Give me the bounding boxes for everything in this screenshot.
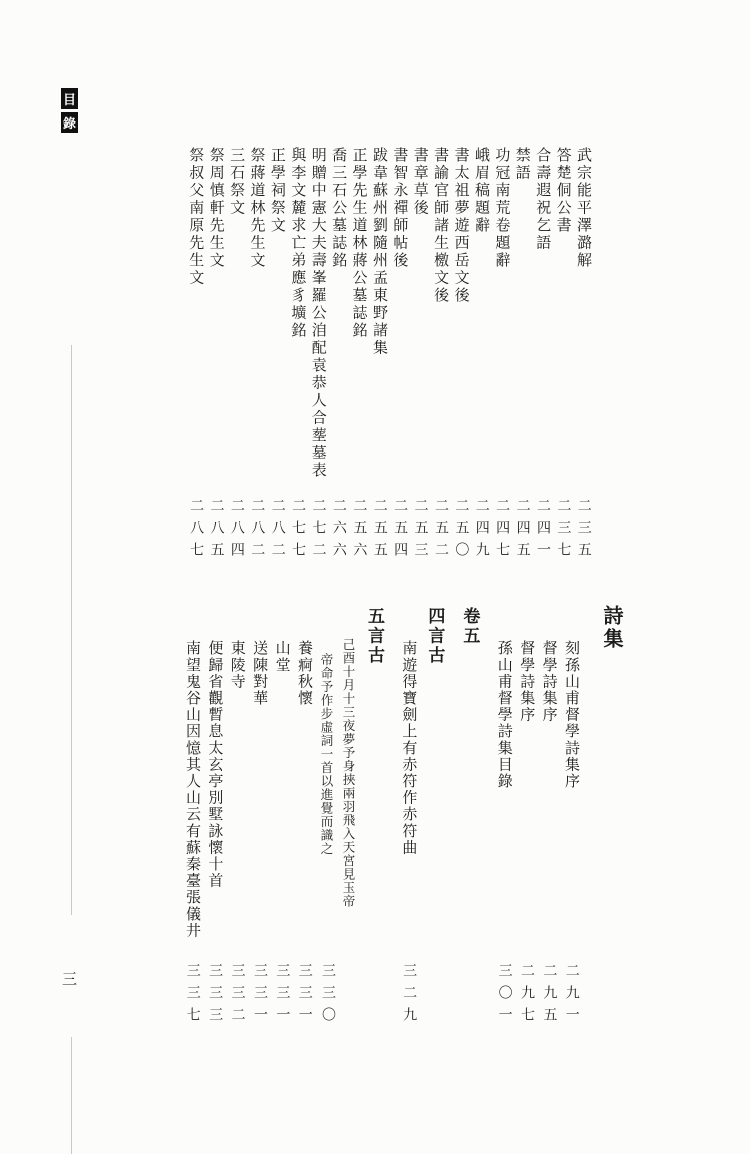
toc-entry-page: 二九七 <box>518 963 534 1029</box>
toc-entry-title: 送陳對華 <box>251 640 268 707</box>
toc-entry-page: 二四七 <box>494 498 510 564</box>
toc-label-block-2 <box>61 112 78 133</box>
volume-header <box>457 605 481 1053</box>
toc-entry-title: 孫山甫督學詩集目錄 <box>495 640 512 790</box>
toc-entry-page: 三三七 <box>184 963 200 1029</box>
toc-entry <box>181 605 203 1053</box>
toc-entry-title: 明贈中憲大夫壽峯羅公洎配袁恭人合塟墓表 <box>309 147 326 480</box>
toc-entry <box>450 147 470 579</box>
toc-entry-page: 二七七 <box>290 498 306 564</box>
toc-entry-title: 喬三石公墓誌銘 <box>330 147 347 270</box>
toc-entry-title: 祭周慎軒先生文 <box>207 147 224 270</box>
toc-entry-title: 南遊得寶劍上有赤符作赤符曲 <box>400 640 417 856</box>
toc-entry <box>248 605 270 1053</box>
toc-entry-page: 二八二 <box>269 498 285 564</box>
toc-entry <box>348 147 368 579</box>
toc-label <box>61 88 78 136</box>
toc-entry-page: 二七二 <box>310 498 326 564</box>
toc-entry-title: 督學詩集序 <box>540 640 557 723</box>
toc-entry <box>511 147 531 579</box>
left-vertical-rule-bottom <box>71 1037 72 1154</box>
toc-entry-title: 答楚侗公書 <box>554 147 571 235</box>
toc-entry-page: 三三〇 <box>319 963 335 1029</box>
toc-entry <box>552 147 572 579</box>
toc-label-char: 目 <box>62 92 76 107</box>
subsection-header-four-char <box>422 605 446 1053</box>
toc-entry-page: 二五三 <box>412 498 428 564</box>
toc-entry-title-line1: 己酉十月十三夜夢予身挾兩羽飛入天宮見玉帝 <box>340 638 355 908</box>
toc-entry-title: 禁語 <box>513 147 530 182</box>
toc-entry-page: 三三一 <box>251 963 267 1029</box>
toc-entry <box>492 605 514 1053</box>
toc-entry <box>397 605 419 1053</box>
toc-entry-page: 二四五 <box>514 498 530 564</box>
toc-entry <box>532 147 552 579</box>
toc-entry-title: 書章草後 <box>411 147 428 217</box>
toc-entry-title: 養痾秋懷 <box>295 640 312 707</box>
toc-entry-title: 武宗能平澤潞解 <box>575 147 591 270</box>
toc-entry-page: 二四九 <box>473 498 489 564</box>
toc-entry <box>409 147 429 579</box>
toc-entry-page: 二九五 <box>541 963 557 1029</box>
subsection-header-text: 四言古 <box>425 607 445 666</box>
toc-entry-title: 督學詩集序 <box>518 640 535 723</box>
toc-entry <box>205 147 225 579</box>
toc-entry <box>267 147 287 579</box>
subsection-header-five-char <box>362 605 386 1053</box>
toc-entry-title: 祭叔父南原先生文 <box>187 147 204 287</box>
toc-entry <box>491 147 511 579</box>
toc-entry-page: 二九一 <box>563 963 579 1029</box>
toc-entry <box>537 605 559 1053</box>
toc-entry-page: 三三一 <box>274 963 290 1029</box>
toc-entry <box>226 147 246 579</box>
toc-entry <box>389 147 409 579</box>
toc-entry-title: 與李文麓求亡弟應豸壙銘 <box>289 147 306 340</box>
toc-entry-title: 南望鬼谷山因憶其人山云有蘇秦臺張儀井 <box>183 640 200 939</box>
toc-label-block-1 <box>61 88 78 109</box>
toc-entry-title: 刻孫山甫督學詩集序 <box>563 640 579 790</box>
section-header-poetry <box>597 605 624 1053</box>
toc-entry-page: 二五五 <box>371 498 387 564</box>
toc-entry-title: 書智永禪師帖後 <box>391 147 408 270</box>
toc-entry-title: 正學祠祭文 <box>268 147 285 235</box>
toc-entry <box>225 605 247 1053</box>
toc-entry-page: 二八五 <box>208 498 224 564</box>
toc-section-prose <box>185 147 593 579</box>
toc-entry-two-line <box>315 605 359 1053</box>
toc-entry-page: 二八二 <box>249 498 265 564</box>
folio-number: 三 <box>62 972 80 988</box>
toc-entry-page: 二三五 <box>575 498 591 564</box>
toc-entry <box>185 147 205 579</box>
toc-entry-page: 三二九 <box>401 963 417 1029</box>
toc-entry <box>560 605 582 1053</box>
toc-entry-page: 三三二 <box>229 963 245 1029</box>
toc-entry-title: 書太祖夢遊西岳文後 <box>452 147 469 305</box>
toc-entry <box>515 605 537 1053</box>
toc-entry <box>246 147 266 579</box>
toc-entry-title: 祭蔣道林先生文 <box>248 147 265 270</box>
toc-entry-page: 二五六 <box>351 498 367 564</box>
toc-entry <box>573 147 593 579</box>
toc-section-poems <box>181 605 624 1053</box>
toc-entry-title-line2: 帝命予作步虛詞一首以進覺而識之 <box>318 653 333 856</box>
toc-entry-page: 三〇一 <box>496 963 512 1029</box>
toc-entry-title: 便歸省觀暫息太玄亭別墅詠懷十首 <box>206 640 223 889</box>
toc-entry-title: 峨眉稿題辭 <box>472 147 489 235</box>
toc-entry-page: 二四一 <box>534 498 550 564</box>
toc-entry <box>287 147 307 579</box>
toc-entry-page: 三三一 <box>296 963 312 1029</box>
toc-entry-page: 三三三 <box>207 963 223 1029</box>
toc-entry <box>293 605 315 1053</box>
section-header-text: 詩集 <box>600 605 622 651</box>
toc-entry-page: 二六六 <box>330 498 346 564</box>
toc-entry-page: 二三七 <box>555 498 571 564</box>
toc-entry <box>430 147 450 579</box>
toc-entry <box>369 147 389 579</box>
toc-entry <box>307 147 327 579</box>
toc-entry-page: 二八四 <box>228 498 244 564</box>
toc-entry-page: 二五四 <box>392 498 408 564</box>
toc-entry <box>471 147 491 579</box>
subsection-header-text: 五言古 <box>364 607 384 666</box>
toc-entry-title: 功冠南荒卷題辭 <box>493 147 510 270</box>
toc-entry-page: 二五〇 <box>453 498 469 564</box>
toc-entry-page: 二八七 <box>188 498 204 564</box>
volume-header-text: 卷五 <box>460 607 480 646</box>
toc-entry <box>203 605 225 1053</box>
toc-entry <box>270 605 292 1053</box>
toc-entry-title: 合壽遐祝乞語 <box>534 147 551 252</box>
toc-entry-title: 東陵寺 <box>228 640 245 690</box>
toc-entry-page: 二五二 <box>432 498 448 564</box>
toc-entry-title: 跋韋蘇州劉隨州孟東野諸集 <box>370 147 387 357</box>
toc-entry-title: 三石祭文 <box>228 147 245 217</box>
toc-entry-title: 書諭官師諸生檄文後 <box>432 147 449 305</box>
toc-label-char: 錄 <box>62 116 76 131</box>
left-vertical-rule-middle <box>71 345 72 915</box>
toc-entry-title: 正學先生道林蔣公墓誌銘 <box>350 147 367 340</box>
toc-entry-title: 山堂 <box>273 640 290 674</box>
toc-entry <box>328 147 348 579</box>
